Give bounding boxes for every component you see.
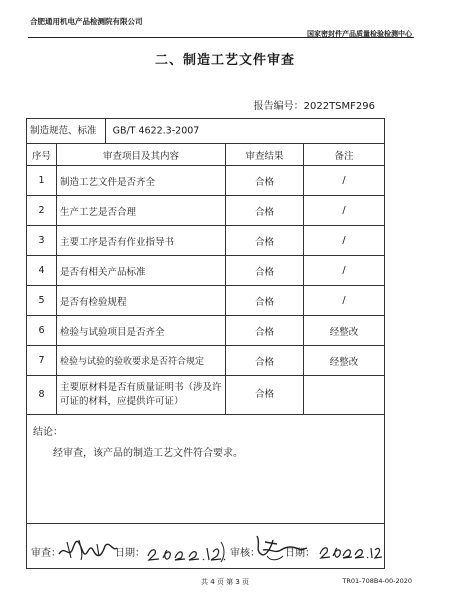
row-note: / [304,196,385,226]
approver-label: 审核： [230,548,260,559]
row-note: 经整改 [304,316,385,346]
signature-row [27,524,385,569]
table-row [27,226,385,256]
row-item: 检验与试验的验收要求是否符合规定 [57,346,226,376]
standard-value: GB/T 4622.3-2007 [112,125,200,137]
conclusion-text: 经审查，该产品的制造工艺文件符合要求。 [53,448,243,459]
row-no: 1 [27,166,57,196]
standard-cell [27,119,385,144]
row-item: 主要工序是否有作业指导书 [57,226,226,256]
conclusion-row [27,415,385,524]
company-name: 合肥通用机电产品检测院有限公司 [30,17,143,26]
row-item: 主要原材料是否有质量证明书（涉及许可证的材料，应提供许可证） [57,376,226,415]
testing-center-name: 国家密封件产品质量检验检测中心 [307,30,412,38]
row-note: / [304,286,385,316]
row-item: 是否有相关产品标准 [57,256,226,286]
conclusion-label: 结论： [33,427,63,438]
review-date-label: 日期： [115,548,145,559]
table-row [27,316,385,346]
col-header-item: 审查项目及其内容 [57,144,226,166]
row-result: 合格 [226,196,304,226]
table-row [27,346,385,376]
row-note: / [304,166,385,196]
row-result: 合格 [226,166,304,196]
row-no: 4 [27,256,57,286]
page-number: 共 4 页 第 3 页 [200,578,250,586]
standard-row [27,119,385,144]
table-row [27,196,385,226]
approval-date-label: 日期： [285,548,315,559]
row-item: 生产工艺是否合理 [57,196,226,226]
row-result: 合格 [226,316,304,346]
reviewer-label: 审查： [31,548,61,559]
review-table [26,118,385,569]
table-row [27,376,385,415]
row-no: 3 [27,226,57,256]
row-no: 2 [27,196,57,226]
row-item: 检验与试验项目是否齐全 [57,316,226,346]
approval-date-handwritten [317,536,383,562]
table-row [27,166,385,196]
reviewer-signature [57,534,119,564]
row-item: 是否有检验规程 [57,286,226,316]
row-no: 5 [27,286,57,316]
row-no: 6 [27,316,57,346]
row-note: / [304,226,385,256]
form-number: TR01-708B4-00-2020 [342,577,412,585]
standard-divider [105,119,106,143]
signature-cell [27,524,385,569]
row-item: 制造工艺文件是否齐全 [57,166,226,196]
col-header-result: 审查结果 [226,144,304,166]
col-header-note: 备注 [304,144,385,166]
row-note: 经整改 [304,346,385,376]
review-date-handwritten [145,534,227,564]
row-note [304,376,385,415]
table-row [27,286,385,316]
standard-label: 制造规范、标准 [30,125,97,137]
row-result: 合格 [226,286,304,316]
report-number: 报告编号：2022TSMF296 [253,101,375,112]
table-row [27,256,385,286]
header-row [27,144,385,166]
row-result: 合格 [226,226,304,256]
row-result: 合格 [226,256,304,286]
page-title: 二、制造工艺文件审查 [154,53,295,68]
header-rule [28,37,414,38]
conclusion-cell [27,415,385,524]
row-note: / [304,256,385,286]
row-result: 合格 [226,346,304,376]
row-no: 8 [27,376,57,415]
row-no: 7 [27,346,57,376]
col-header-no: 序号 [27,144,57,166]
row-result: 合格 [226,376,304,415]
